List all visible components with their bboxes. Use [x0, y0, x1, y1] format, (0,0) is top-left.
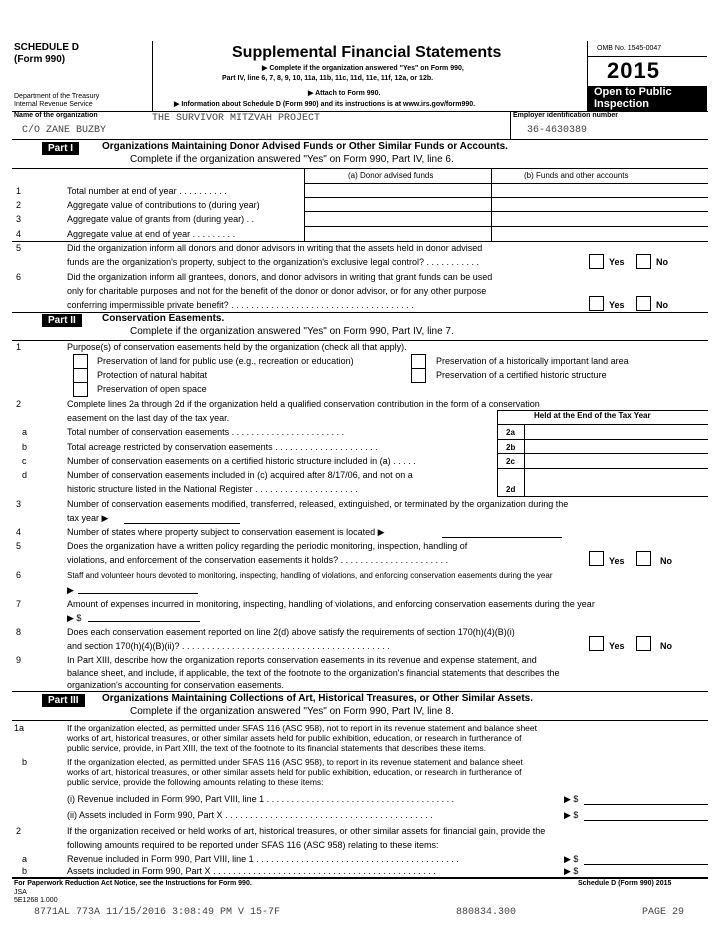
open-public: Open to Public	[594, 86, 672, 98]
line-text: ▶ $	[67, 613, 82, 623]
line-number: 2	[16, 826, 22, 836]
line-number: c	[22, 456, 27, 466]
line-text: Aggregate value of contributions to (during year)	[67, 200, 260, 210]
line-text: ▶	[67, 585, 74, 595]
line-number: d	[22, 470, 28, 480]
omb-number: OMB No. 1545-0047	[597, 45, 662, 52]
line-text: Purpose(s) of conservation easements held by the organization (check all that apply).	[67, 342, 407, 352]
line-number: 9	[16, 655, 22, 665]
line-text: Number of states where property subject to conservation easement is located ▶	[67, 527, 385, 537]
line-number: a	[22, 427, 28, 437]
line-number: a	[22, 854, 28, 864]
org-name: THE SURVIVOR MITZVAH PROJECT	[152, 113, 321, 124]
line-text: Assets included in Form 990, Part X . . . . . . . . . . . . . . . . . . . . . . . . . . . . . . . . . . . . . . . . . . . . .	[67, 866, 436, 876]
line-text: Did the organization inform all donors and donor advisors in writing that the assets held in donor advised	[67, 243, 483, 253]
part3-subtitle: Complete if the organization answered "Yes" on Form 990, Part IV, line 8.	[130, 706, 454, 717]
line-text: works of art, historical treasures, or other similar assets held for public exhibition, education, or research in furtherance of	[67, 767, 522, 777]
part2-l5-yes-checkbox[interactable]	[589, 551, 604, 566]
line-code: 2b	[506, 443, 516, 452]
yes-label: Yes	[609, 300, 625, 310]
line-number: 3	[16, 499, 22, 509]
line-number: b	[22, 866, 28, 876]
part2-title: Conservation Easements.	[102, 313, 225, 324]
instruction-3: ▶ Attach to Form 990.	[308, 90, 381, 97]
l6-input-line[interactable]	[78, 593, 198, 594]
line-text: Revenue included in Form 990, Part VIII, line 1 . . . . . . . . . . . . . . . . . . . . . . . . . . . . . . . . . . . . . . . . .	[67, 854, 459, 864]
line-text: public service, provide the following amounts relating to these items:	[67, 777, 324, 787]
line-number: 8	[16, 627, 22, 637]
line-text: If the organization received or held works of art, historical treasures, or other similar assets for financial gain, provide the	[67, 826, 546, 836]
part1-subtitle: Complete if the organization answered "Yes" on Form 990, Part IV, line 6.	[130, 154, 454, 165]
ein-label: Employer identification number	[513, 112, 619, 119]
line-text: In Part XIII, describe how the organization reports conservation easements in its revenue and expense statement, and	[67, 655, 537, 665]
line-text: If the organization elected, as permitted under SFAS 116 (ASC 958), not to report in its revenue statement and balance sheet	[67, 723, 537, 733]
line-text: Did the organization inform all grantees, donors, and donor advisors in writing that grant funds can be used	[67, 272, 493, 282]
part1-l5-no-checkbox[interactable]	[636, 254, 651, 269]
line-number: 2	[16, 200, 22, 210]
part1-l6-no-checkbox[interactable]	[636, 296, 651, 311]
purpose-openspace-checkbox[interactable]	[73, 382, 88, 397]
instruction-2: Part IV, line 6, 7, 8, 9, 10, 11a, 11b, 11c, 11d, 11e, 11f, 12a, or 12b.	[222, 75, 434, 82]
part2-l8-yes-checkbox[interactable]	[589, 636, 604, 651]
form-label: (Form 990)	[14, 54, 66, 65]
line-number: 6	[16, 570, 22, 580]
amount-arrow: ▶ $	[564, 854, 579, 864]
line-text: only for charitable purposes and not for the benefit of the donor or donor advisor, or for any other purpose	[67, 286, 487, 296]
purpose-label: Protection of natural habitat	[97, 370, 208, 380]
l2a-input-line[interactable]	[584, 864, 708, 865]
line-text: Total number of conservation easements . . . . . . . . . . . . . . . . . . . . . . .	[67, 427, 345, 437]
line-number: 4	[16, 527, 22, 537]
line-text: easement on the last day of the tax year.	[67, 413, 230, 423]
line-text: and section 170(h)(4)(B)(ii)? . . . . . . . . . . . . . . . . . . . . . . . . . . . . . . . . . . . . . . . . . .	[67, 641, 390, 651]
l4-input-line[interactable]	[442, 537, 562, 538]
purpose-label: Preservation of open space	[97, 384, 207, 394]
part1-title: Organizations Maintaining Donor Advised Funds or Other Similar Funds or Accounts.	[102, 141, 508, 152]
col-b-header: (b) Funds and other accounts	[524, 171, 629, 180]
tax-year: 2015	[607, 58, 660, 83]
l1bii-input-line[interactable]	[584, 820, 708, 821]
line-text: Complete lines 2a through 2d if the organization held a qualified conservation contribution in the form of a conservation	[67, 399, 540, 409]
line-text: organization's accounting for conservation easements.	[67, 680, 284, 690]
line-number: 3	[16, 214, 22, 224]
line-text: If the organization elected, as permitted under SFAS 116 (ASC 958), to report in its revenue statement and balance sheet	[67, 757, 523, 767]
line-text: Staff and volunteer hours devoted to monitoring, inspecting, handling of violations, and enforcing conservation easements during the year	[67, 571, 553, 580]
line-text: Aggregate value of grants from (during year) . .	[67, 214, 255, 224]
no-label: No	[660, 641, 672, 651]
purpose-habitat-checkbox[interactable]	[73, 368, 88, 383]
line-text: Number of conservation easements included in (c) acquired after 8/17/06, and not on a	[67, 470, 413, 480]
instruction-4: ▶ Information about Schedule D (Form 990) and its instructions is at www.irs.gov/form990.	[174, 101, 476, 108]
line-code: 2a	[506, 428, 515, 437]
purpose-land-checkbox[interactable]	[73, 354, 88, 369]
line-number: 4	[16, 229, 22, 239]
part1-l6-yes-checkbox[interactable]	[589, 296, 604, 311]
line-number: 5	[16, 541, 22, 551]
part2-label: Part II	[42, 314, 82, 327]
line-number: 1	[16, 342, 22, 352]
instruction-1: ▶ Complete if the organization answered "Yes" on Form 990,	[262, 65, 464, 72]
part2-subtitle: Complete if the organization answered "Yes" on Form 990, Part IV, line 7.	[130, 326, 454, 337]
line-text: violations, and enforcement of the conservation easements it holds? . . . . . . . . . . . . . . . . . . . . . .	[67, 555, 449, 565]
amount-arrow: ▶ $	[564, 810, 579, 820]
line-text: tax year ▶	[67, 513, 109, 523]
part1-l5-yes-checkbox[interactable]	[589, 254, 604, 269]
line-text: Total acreage restricted by conservation easements . . . . . . . . . . . . . . . . . . . . .	[67, 442, 378, 452]
l3-input-line[interactable]	[124, 523, 240, 524]
yes-label: Yes	[609, 641, 625, 651]
line-text: Number of conservation easements on a certified historic structure included in (a) . . . . .	[67, 456, 416, 466]
print-stamp: 8771AL 773A 11/15/2016 3:08:49 PM V 15-7F	[34, 907, 281, 918]
footer-notice: For Paperwork Reduction Act Notice, see the Instructions for Form 990.	[14, 880, 252, 887]
part3-title: Organizations Maintaining Collections of Art, Historical Treasures, or Other Similar Assets.	[102, 693, 534, 704]
line-number: 2	[16, 399, 22, 409]
line-number: 5	[16, 243, 22, 253]
line-number: 7	[16, 599, 22, 609]
l1bi-input-line[interactable]	[584, 804, 708, 805]
purpose-historic-land-checkbox[interactable]	[411, 354, 426, 369]
line-code: 2c	[506, 457, 515, 466]
line-text: Aggregate value at end of year . . . . . . . . .	[67, 229, 236, 239]
no-label: No	[656, 257, 668, 267]
line-text: conferring impermissible private benefit? . . . . . . . . . . . . . . . . . . . . . . . . . . . . . . . . . . . . .	[67, 300, 414, 310]
print-id: 880834.300	[456, 907, 517, 918]
line-text: following amounts required to be reported under SFAS 116 (ASC 958) relating to these items:	[67, 840, 439, 850]
no-label: No	[656, 300, 668, 310]
page-number: PAGE 29	[642, 907, 685, 918]
purpose-historic-structure-checkbox[interactable]	[411, 368, 426, 383]
line-number: b	[22, 442, 28, 452]
part2-l8-no-checkbox[interactable]	[636, 636, 651, 651]
l7-input-line[interactable]	[88, 621, 200, 622]
line-text: Does each conservation easement reported on line 2(d) above satisfy the requirements of section 170(h)(4)(B)(i)	[67, 627, 515, 637]
purpose-label: Preservation of a historically important land area	[436, 356, 629, 366]
line-number: 1	[16, 186, 22, 196]
line-text: Amount of expenses incurred in monitoring, inspecting, handling of violations, and enforcing conservation easements during the year	[67, 599, 595, 609]
yes-label: Yes	[609, 257, 625, 267]
line-text: works of art, historical treasures, or other similar assets held for public exhibition, education, or research in furtherance of	[67, 733, 522, 743]
line-text: public service, provide, in Part XIII, the text of the footnote to its financial statements that describes these items.	[67, 743, 487, 753]
part2-l5-no-checkbox[interactable]	[636, 551, 651, 566]
footer-jsa: JSA	[14, 889, 27, 896]
purpose-label: Preservation of land for public use (e.g., recreation or education)	[97, 356, 354, 366]
schedule-label: SCHEDULE D	[14, 42, 80, 53]
amount-arrow: ▶ $	[564, 866, 579, 876]
line-text: funds are the organization's property, subject to the organization's exclusive legal control? . . . . . . . . . . .	[67, 257, 479, 267]
line-number: b	[22, 757, 28, 767]
form-title: Supplemental Financial Statements	[232, 44, 502, 61]
line-text: (ii) Assets included in Form 990, Part X . . . . . . . . . . . . . . . . . . . . . . . . . . . . . . . . . . . . . . . . . .	[67, 810, 433, 820]
dept-irs: Internal Revenue Service	[14, 101, 93, 108]
line-number: 6	[16, 272, 22, 282]
amount-arrow: ▶ $	[564, 794, 579, 804]
inspection: Inspection	[594, 98, 650, 110]
no-label: No	[660, 556, 672, 566]
org-name-2: C/O ZANE BUZBY	[22, 125, 107, 136]
line-text: (i) Revenue included in Form 990, Part VIII, line 1 . . . . . . . . . . . . . . . . . . . . . . . . . . . . . . . . . . . . . .	[67, 794, 455, 804]
footer-code: 5E1268 1.000	[14, 897, 58, 904]
line-text: historic structure listed in the National Register . . . . . . . . . . . . . . . . . . . . .	[67, 484, 358, 494]
name-label: Name of the organization	[14, 112, 98, 119]
part3-label: Part III	[42, 694, 85, 707]
line-text: Does the organization have a written policy regarding the periodic monitoring, inspection, handling of	[67, 541, 468, 551]
purpose-label: Preservation of a certified historic structure	[436, 370, 607, 380]
held-header: Held at the End of the Tax Year	[534, 411, 651, 420]
col-a-header: (a) Donor advised funds	[348, 171, 434, 180]
line-text: Total number at end of year . . . . . . . . . .	[67, 186, 227, 196]
yes-label: Yes	[609, 556, 625, 566]
line-code: 2d	[506, 485, 516, 494]
line-text: balance sheet, and include, if applicable, the text of the footnote to the organization's financial statements that describes the	[67, 668, 560, 678]
dept-treasury: Department of the Treasury	[14, 93, 100, 100]
ein-value: 36-4630389	[527, 125, 588, 136]
line-number: 1a	[14, 723, 25, 733]
footer-form-id: Schedule D (Form 990) 2015	[578, 880, 672, 887]
line-text: Number of conservation easements modified, transferred, released, extinguished, or terminated by the organization during the	[67, 499, 569, 509]
part1-label: Part I	[42, 142, 79, 155]
